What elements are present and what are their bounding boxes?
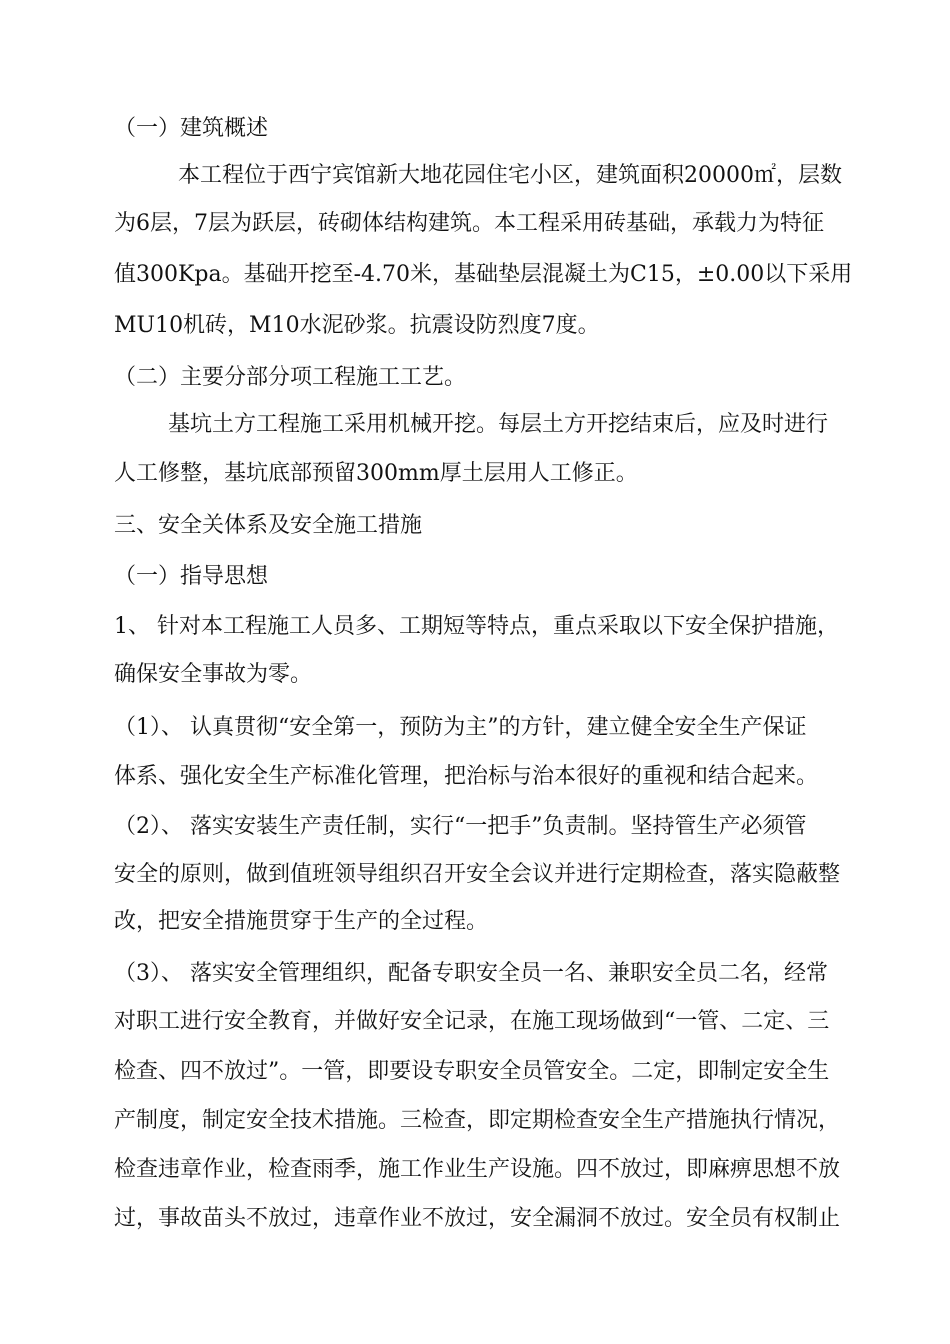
list-item-line: （2）、 落实安装生产责任制，实行“一把手”负责制。坚持管生产必须管 xyxy=(114,814,807,839)
paragraph-line: MU10机砖，M10水泥砂浆。抗震设防烈度7度。 xyxy=(114,313,600,338)
list-item-line: 检查违章作业，检查雨季，施工作业生产设施。四不放过，即麻痹思想不放 xyxy=(114,1157,841,1182)
list-item-line: 安全的原则，做到值班领导组织召开安全会议并进行定期检查，落实隐蔽整 xyxy=(114,862,841,887)
section-heading-process: （二）主要分部分项工程施工工艺。 xyxy=(114,365,467,390)
list-item-line: （3）、 落实安全管理组织，配备专职安全员一名、兼职安全员二名，经常 xyxy=(114,961,828,986)
list-item-line: 产制度，制定安全技术措施。三检查，即定期检查安全生产措施执行情况， xyxy=(114,1108,841,1133)
section-heading-guiding-ideas: （一）指导思想 xyxy=(114,564,269,589)
paragraph-line: 本工程位于西宁宾馆新大地花园住宅小区，建筑面积20000㎡，层数 xyxy=(178,163,842,188)
list-item-line: （1）、 认真贯彻“安全第一，预防为主”的方针，建立健全安全生产保证 xyxy=(114,715,807,740)
list-item-line: 体系、强化安全生产标准化管理，把治标与治本很好的重视和结合起来。 xyxy=(114,764,819,789)
paragraph-line: 值300Kpa。基础开挖至-4.70米，基础垫层混凝土为C15，±0.00以下采用 xyxy=(114,262,853,287)
list-item-line: 改，把安全措施贯穿于生产的全过程。 xyxy=(114,909,489,934)
list-item-line: 过，事故苗头不放过，违章作业不放过，安全漏洞不放过。安全员有权制止 xyxy=(114,1206,841,1231)
paragraph-line: 人工修整，基坑底部预留300mm厚土层用人工修正。 xyxy=(114,461,638,486)
list-item-line: 检查、四不放过”。一管，即要设专职安全员管安全。二定，即制定安全生 xyxy=(114,1059,830,1084)
list-item-line: 1、 针对本工程施工人员多、工期短等特点，重点采取以下安全保护措施， xyxy=(114,614,839,639)
chapter-heading-safety-system: 三、安全关体系及安全施工措施 xyxy=(114,513,423,538)
paragraph-line: 基坑土方工程施工采用机械开挖。每层土方开挖结束后，应及时进行 xyxy=(168,412,829,437)
list-item-line: 确保安全事故为零。 xyxy=(114,662,313,687)
section-heading-building-overview: （一）建筑概述 xyxy=(114,116,269,141)
paragraph-line: 为6层，7层为跃层，砖砌体结构建筑。本工程采用砖基础，承载力为特征 xyxy=(114,211,824,236)
list-item-line: 对职工进行安全教育，并做好安全记录，在施工现场做到“一管、二定、三 xyxy=(114,1009,830,1034)
